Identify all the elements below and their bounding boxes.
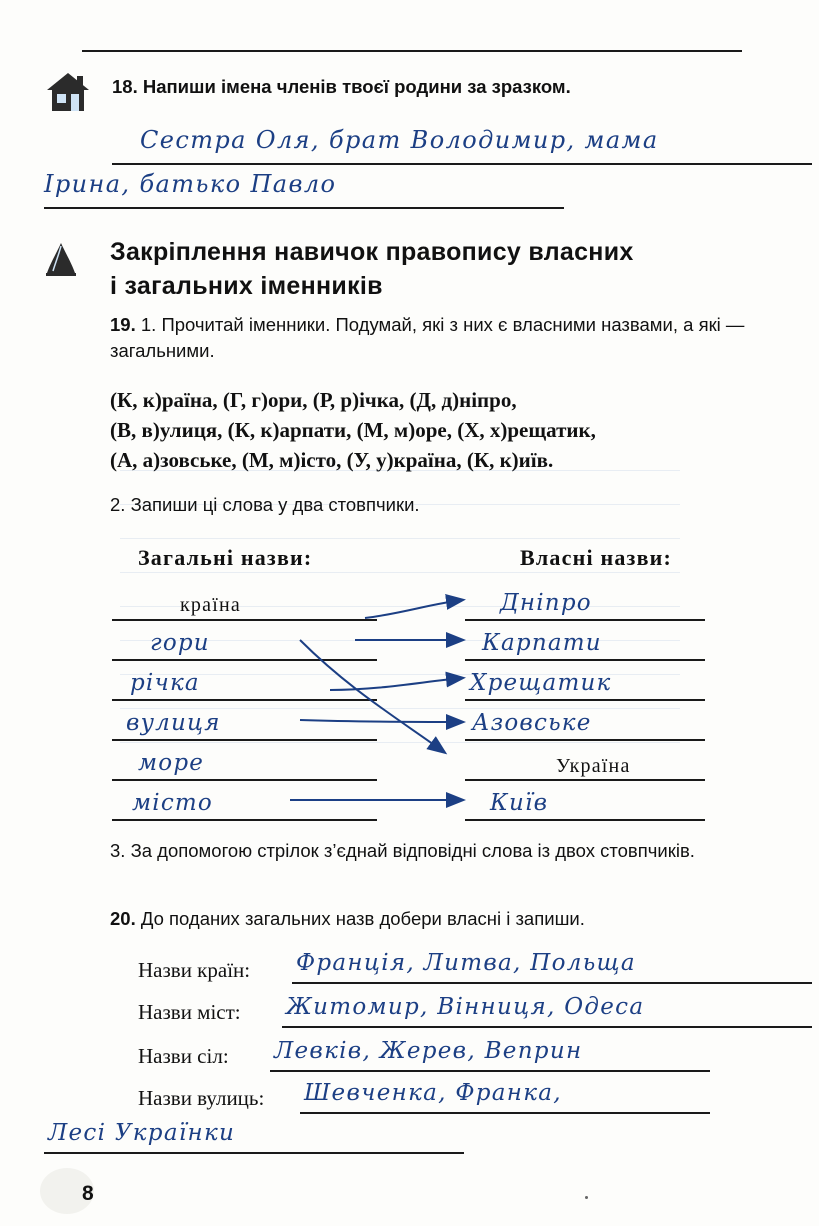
left-word-6: місто xyxy=(132,790,213,816)
right-word-4: Азовське xyxy=(472,710,592,736)
left-word-1: країна xyxy=(180,594,241,616)
exercise-18-prompt xyxy=(112,76,732,98)
left-word-5: море xyxy=(138,750,205,776)
section-title xyxy=(110,236,790,303)
word-line-1: (К, к)раїна, (Г, г)ори, (Р, р)ічка, (Д, д)ніпро, xyxy=(110,388,517,412)
ex20-answer-villages: Левків, Жерев, Веприн xyxy=(274,1038,583,1064)
left-word-3: річка xyxy=(130,670,200,696)
blank-line-left-3 xyxy=(112,699,377,701)
exercise-19-part3-text: 3. За допомогою стрілок з’єднай відповідні слова із двох стовпчиків. xyxy=(110,840,695,861)
exercise-18-text: Напиши імена членів твоєї родини за зразком. xyxy=(142,76,571,97)
exercise-19-part1-label: 1. xyxy=(140,314,157,335)
blank-line-right-3 xyxy=(465,699,705,701)
blank-line-left-5 xyxy=(112,779,377,781)
ex20-rule-4 xyxy=(300,1112,710,1114)
blank-line-right-1 xyxy=(465,619,705,621)
blank-line-right-6 xyxy=(465,819,705,821)
exercise-19-intro xyxy=(110,312,810,365)
ex20-rule-2 xyxy=(282,1026,812,1028)
ex20-answer-countries: Франція, Литва, Польща xyxy=(296,950,636,976)
ex20-label-countries: Назви країн: xyxy=(138,958,251,982)
right-word-1: Дніпро xyxy=(500,590,592,616)
blank-line-left-6 xyxy=(112,819,377,821)
blank-line-left-1 xyxy=(112,619,377,621)
exercise-19-part1-text: Прочитай іменники. Подумай, які з них є власними назвами, а які — загальними. xyxy=(110,314,745,362)
answer-rule-18-1 xyxy=(112,163,812,165)
word-line-2: (В, в)улиця, (К, к)арпати, (М, м)оре, (Х, х)рещатик, xyxy=(110,417,596,442)
exercise-19-number: 19. xyxy=(110,314,136,335)
column-header-proper: Власні назви: xyxy=(520,545,673,570)
footer-dot xyxy=(585,1196,588,1199)
right-word-6: Київ xyxy=(490,790,549,816)
exercise-18-answer-line-2: Ірина, батько Павло xyxy=(44,170,337,198)
exercise-20-text: До поданих загальних назв добери власні і запиши. xyxy=(140,908,585,929)
house-icon xyxy=(44,70,92,114)
right-word-2: Карпати xyxy=(482,630,602,656)
ex20-label-villages: Назви сіл: xyxy=(138,1044,229,1068)
blank-line-left-2 xyxy=(112,659,377,661)
ex20-answer-cities: Житомир, Вінниця, Одеса xyxy=(286,994,645,1020)
exercise-18-number: 18. xyxy=(112,76,138,97)
answer-rule-18-2 xyxy=(44,207,564,209)
exercise-19-word-list xyxy=(110,386,810,475)
exercise-20-number: 20. xyxy=(110,908,136,929)
blank-line-right-4 xyxy=(465,739,705,741)
section-title-line-2: і загальних іменників xyxy=(110,271,383,300)
left-word-4: вулиця xyxy=(126,710,221,736)
ex20-rule-3 xyxy=(270,1070,710,1072)
ex20-label-cities: Назви міст: xyxy=(138,1000,241,1024)
bell-icon xyxy=(44,240,78,280)
ex20-answer-overflow: Лесі Українки xyxy=(48,1120,236,1146)
page-number: 8 xyxy=(82,1182,94,1205)
ex20-rule-1 xyxy=(292,982,812,984)
blank-line-right-2 xyxy=(465,659,705,661)
right-word-5: Україна xyxy=(556,755,631,777)
exercise-20-prompt xyxy=(110,908,810,930)
ex20-rule-5 xyxy=(44,1152,464,1154)
ex20-answer-streets: Шевченка, Франка, xyxy=(304,1080,562,1106)
ex20-label-streets: Назви вулиць: xyxy=(138,1086,265,1110)
top-divider xyxy=(82,50,742,52)
exercise-18-answer-line-1: Сестра Оля, брат Володимир, мама xyxy=(140,126,659,154)
section-title-line-1: Закріплення навичок правопису власних xyxy=(110,238,634,266)
exercise-19-part2-text: 2. Запиши ці слова у два стовпчики. xyxy=(110,494,420,515)
blank-line-right-5 xyxy=(465,779,705,781)
right-word-3: Хрещатик xyxy=(470,670,612,696)
word-line-3: (А, а)зовське, (М, м)істо, (У, у)країна, (К, к)иїв. xyxy=(110,447,554,472)
left-word-2: гори xyxy=(150,630,210,656)
column-header-common: Загальні назви: xyxy=(138,545,313,570)
blank-line-left-4 xyxy=(112,739,377,741)
